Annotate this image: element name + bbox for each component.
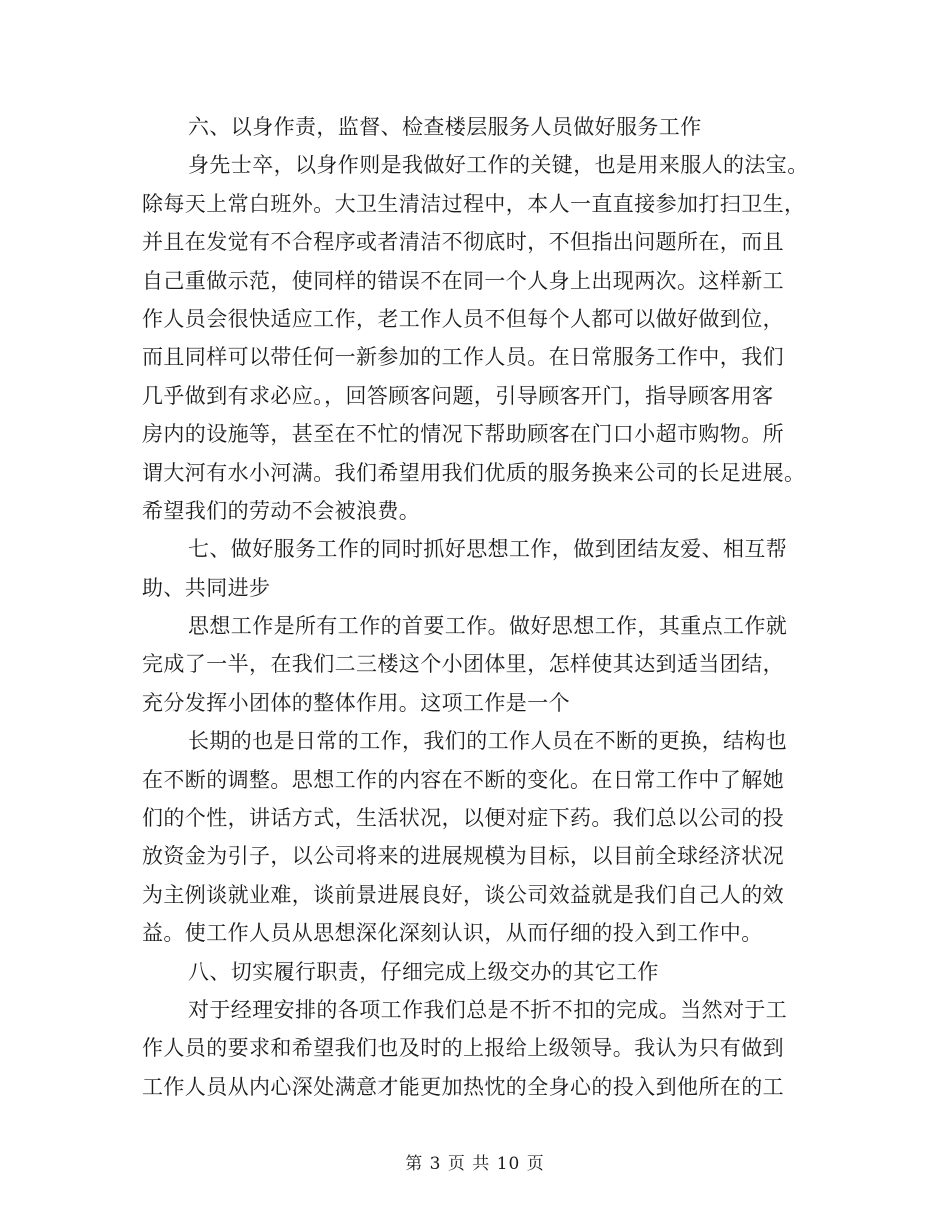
text-line: 希望我们的劳动不会被浪费。 xyxy=(142,498,421,523)
text-line: 作人员会很快适应工作，老工作人员不但每个人都可以做好做到位， xyxy=(142,306,784,331)
text-line: 放资金为引子，以公司将来的进展规模为目标，以目前全球经济状况 xyxy=(142,844,784,869)
document-body xyxy=(142,108,822,1106)
text-line: 完成了一半，在我们二三楼这个小团体里，怎样使其达到适当团结， xyxy=(142,652,784,677)
text-line: 益。使工作人员从思想深化深刻认识，从而仔细的投入到工作中。 xyxy=(142,921,763,946)
text-line: 在不断的调整。思想工作的内容在不断的变化。在日常工作中了解她 xyxy=(142,767,784,792)
text-line: 充分发挥小团体的整体作用。这项工作是一个 xyxy=(142,690,570,715)
text-line: 对于经理安排的各项工作我们总是不折不扣的完成。当然对于工 xyxy=(188,997,788,1022)
text-line: 助、共同进步 xyxy=(142,575,271,600)
text-line: 们的个性，讲话方式，生活状况，以便对症下药。我们总以公司的投 xyxy=(142,806,784,831)
text-line: 八、切实履行职责，仔细完成上级交办的其它工作 xyxy=(188,959,659,984)
text-line: 而且同样可以带任何一新参加的工作人员。在日常服务工作中，我们 xyxy=(142,345,784,370)
text-line: 身先士卒，以身作则是我做好工作的关键，也是用来服人的法宝。 xyxy=(188,153,809,178)
text-line: 几乎做到有求必应。，回答顾客问题，引导顾客开门，指导顾客用客 xyxy=(142,383,774,408)
text-line: 长期的也是日常的工作，我们的工作人员在不断的更换，结构也 xyxy=(188,729,788,754)
text-line: 并且在发觉有不合程序或者清洁不彻底时，不但指出问题所在，而且 xyxy=(142,230,784,255)
text-line: 谓大河有水小河满。我们希望用我们优质的服务换来公司的长足进展。 xyxy=(142,460,806,485)
text-line: 作人员的要求和希望我们也及时的上报给上级领导。我认为只有做到 xyxy=(142,1036,784,1061)
text-line: 六、以身作责，监督、检查楼层服务人员做好服务工作 xyxy=(188,115,702,139)
text-line: 思想工作是所有工作的首要工作。做好思想工作，其重点工作就 xyxy=(188,614,788,639)
text-line: 自己重做示范，使同样的错误不在同一个人身上出现两次。这样新工 xyxy=(142,268,784,293)
page-number-footer: 第 3 页 共 10 页 xyxy=(405,1154,545,1174)
text-line: 七、做好服务工作的同时抓好思想工作，做到团结友爱、相互帮 xyxy=(188,537,788,562)
text-line: 房内的设施等，甚至在不忙的情况下帮助顾客在门口小超市购物。所 xyxy=(142,422,784,447)
text-line: 工作人员从内心深处满意才能更加热忱的全身心的投入到他所在的工 xyxy=(142,1074,784,1099)
text-line: 为主例谈就业难，谈前景进展良好，谈公司效益就是我们自己人的效 xyxy=(142,882,784,907)
text-line: 除每天上常白班外。大卫生清洁过程中，本人一直直接参加打扫卫生， xyxy=(142,191,806,216)
